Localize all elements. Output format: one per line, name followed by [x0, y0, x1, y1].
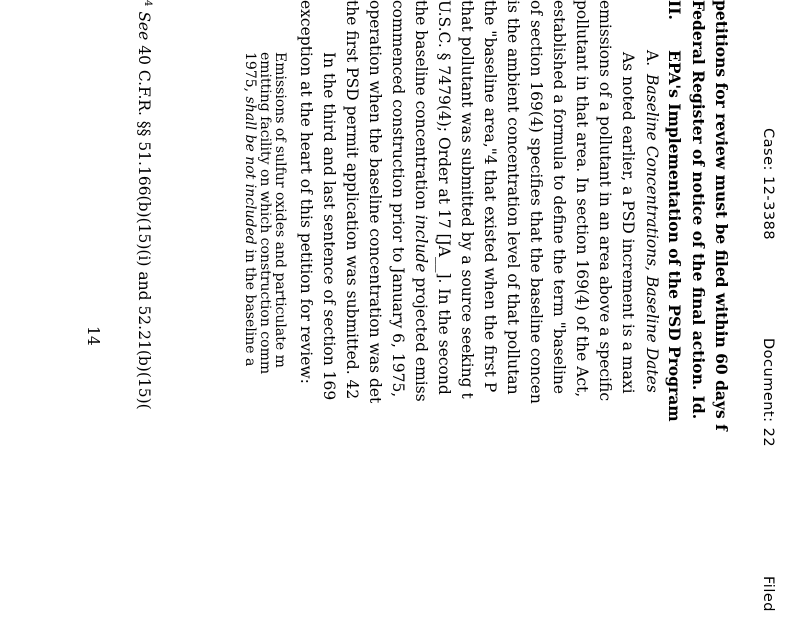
- body-line: established a formula to define the term "baseline: [550, 0, 568, 395]
- block-quote-line: [243, 52, 257, 366]
- body-line: Federal Register of notice of the final action. Id.: [689, 0, 708, 420]
- section-heading: EPA's Implementation of the PSD Program: [665, 50, 684, 422]
- subsection-number: A.: [643, 50, 661, 67]
- body-line: commenced construction prior to January 6, 1975,: [389, 0, 407, 398]
- body-line: of section 169(4) specifies that the baseline concen: [527, 0, 545, 404]
- body-line: petitions for review must be filed within 60 days f: [712, 0, 731, 431]
- footnote-marker: 4: [142, 0, 153, 7]
- block-quote-line: Emissions of sulfur oxides and particulate m: [272, 52, 288, 368]
- header-filed-label: Filed: [760, 576, 776, 612]
- subsection-heading: Baseline Concentrations, Baseline Dates: [643, 74, 661, 393]
- emphasis-text: shall be not included: [242, 96, 258, 245]
- body-line: As noted earlier, a PSD increment is a maxi: [619, 52, 637, 394]
- body-line: operation when the baseline concentration was det: [366, 0, 384, 404]
- body-line: [413, 0, 429, 402]
- body-line: In the third and last sentence of section 169: [320, 52, 338, 401]
- body-line: the first PSD permit application was submitted. 42: [343, 0, 361, 400]
- body-text: 1975,: [242, 52, 258, 93]
- body-line: the "baseline area,"4 that existed when the first P: [481, 0, 499, 393]
- block-quote-line: emitting facility on which construction comm: [257, 52, 273, 375]
- body-line: exception at the heart of this petition for review:: [297, 0, 315, 384]
- body-line: is the ambient concentration level of that pollutan: [504, 0, 522, 395]
- body-line: pollutant in that area. In section 169(4) of the Act,: [573, 0, 591, 398]
- body-line: that pollutant was submitted by a source seeking t: [458, 0, 476, 399]
- footnote-text: 40 C.F.R. §§ 51.166(b)(15)(i) and 52.21(b)(15)(: [134, 45, 153, 410]
- page-number: 14: [84, 326, 102, 346]
- section-number: II.: [665, 0, 684, 20]
- emphasis-text: include: [412, 214, 430, 273]
- header-case-number: Case: 12-3388: [760, 128, 776, 241]
- body-text: projected emiss: [412, 277, 430, 402]
- body-text: in the baseline a: [242, 249, 258, 367]
- footnote: [135, 0, 152, 410]
- header-document-number: Document: 22: [760, 338, 776, 448]
- body-line: emissions of a pollutant in an area above a specific: [596, 0, 614, 402]
- body-line: U.S.C. § 7479(4); Order at 17 [JA__]. In the second: [435, 0, 453, 395]
- body-text: the baseline concentration: [412, 0, 430, 210]
- footnote-signal: See: [134, 11, 153, 41]
